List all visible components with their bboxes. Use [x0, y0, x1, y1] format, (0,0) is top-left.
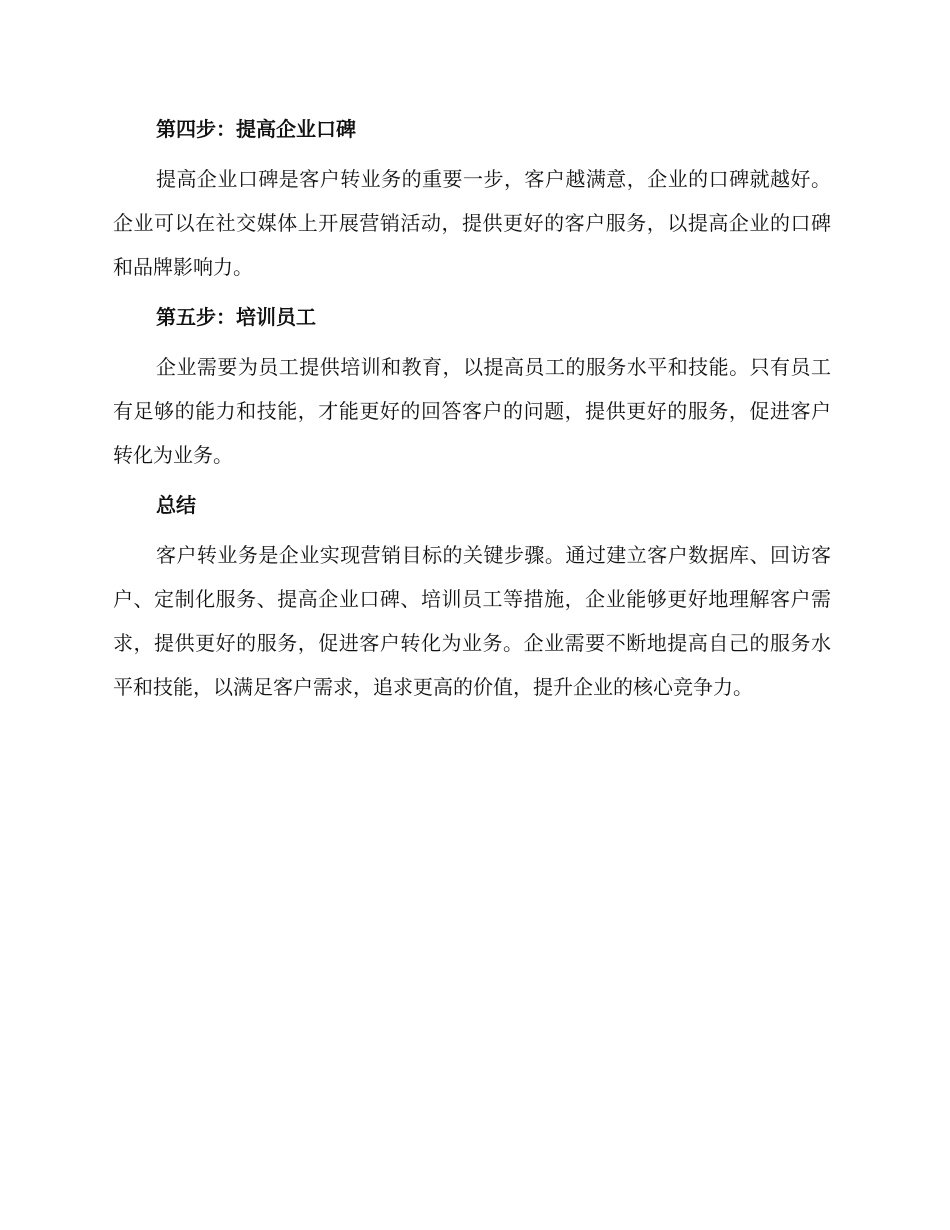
- section-heading-summary: 总结: [156, 493, 196, 517]
- section-paragraph-step4: 提高企业口碑是客户转业务的重要一步，客户越满意，企业的口碑就越好。企业可以在社交媒体上开展营销活动，提供更好的客户服务，以提高企业的口碑和品牌影响力。: [113, 167, 831, 279]
- document-body: [113, 111, 831, 719]
- section-heading-step5: 第五步：培训员工: [156, 305, 316, 329]
- section-paragraph-step5: 企业需要为员工提供培训和教育，以提高员工的服务水平和技能。只有员工有足够的能力和技能，才能更好的回答客户的问题，提供更好的服务，促进客户转化为业务。: [113, 355, 831, 467]
- section-paragraph-summary: 客户转业务是企业实现营销目标的关键步骤。通过建立客户数据库、回访客户、定制化服务、提高企业口碑、培训员工等措施，企业能够更好地理解客户需求，提供更好的服务，促进客户转化为业务。企业需要不断地提高自己的服务水平和技能，以满足客户需求，追求更高的价值，提升企业的核心竞争力。: [113, 543, 831, 699]
- section-heading-step4: 第四步：提高企业口碑: [156, 117, 356, 141]
